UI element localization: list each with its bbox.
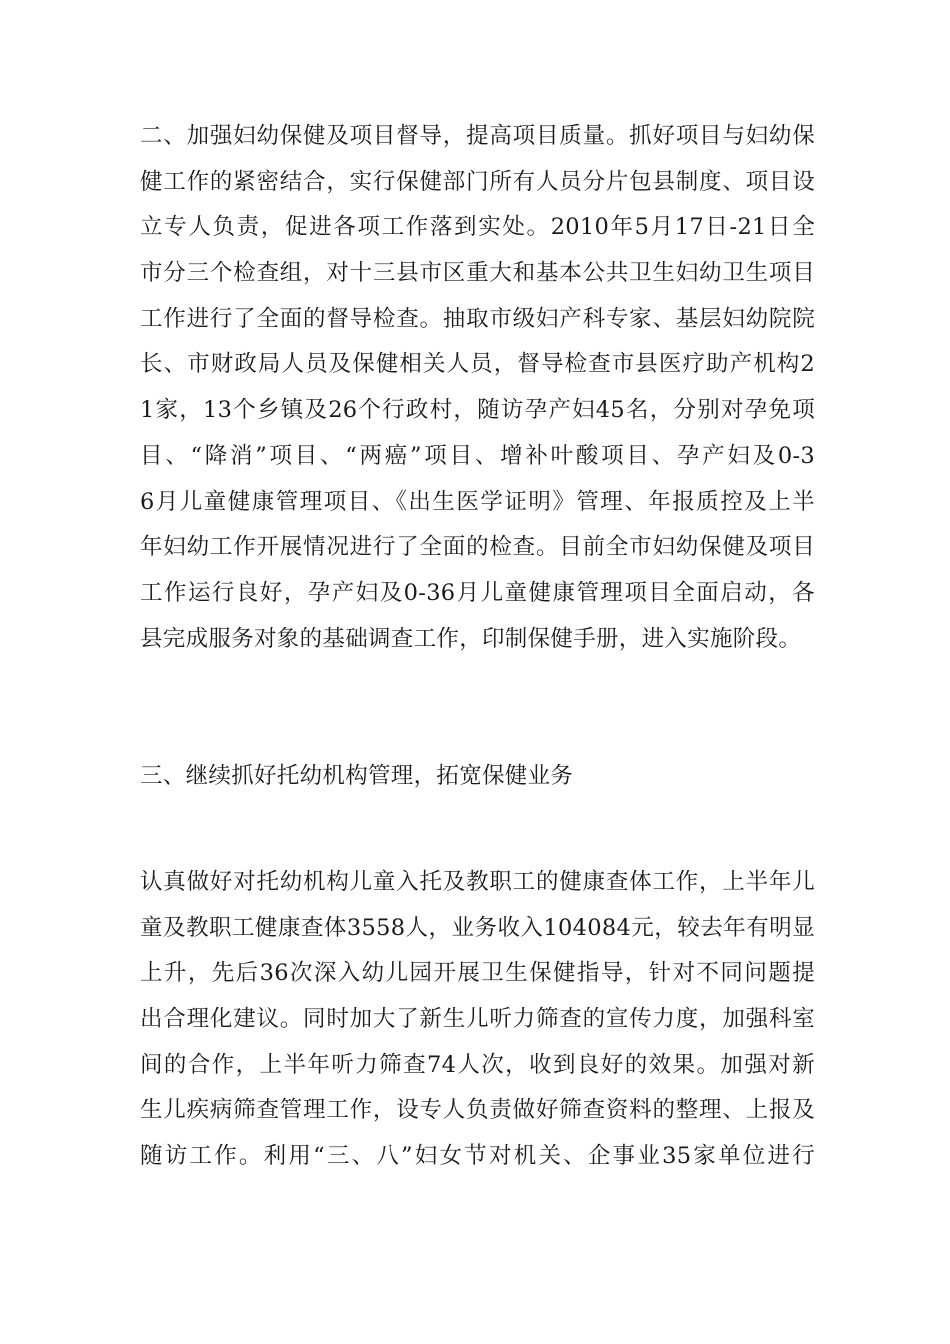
paragraph-line: 童及教职工健康查体3558人，业务收入104084元，较去年有明显 (140, 914, 815, 941)
paragraph-line: 工作进行了全面的督导检查。抽取市级妇产科专家、基层妇幼院院 (140, 305, 815, 332)
paragraph-line: 随访工作。利用“三、八”妇女节对机关、企事业35家单位进行 (140, 1143, 815, 1170)
paragraph-line: 健工作的紧密结合，实行保健部门所有人员分片包县制度、项目设 (140, 168, 815, 195)
paragraph-line: 二、加强妇幼保健及项目督导，提高项目质量。抓好项目与妇幼保 (140, 123, 815, 149)
paragraph-line: 立专人负责，促进各项工作落到实处。2010年5月17日-21日全 (140, 214, 815, 241)
paragraph-line: 出合理化建议。同时加大了新生儿听力筛查的宣传力度，加强科室 (140, 1006, 815, 1033)
paragraph-nursery-management (140, 860, 815, 1180)
paragraph-line: 市分三个检查组，对十三县市区重大和基本公共卫生妇幼卫生项目 (140, 260, 815, 287)
paragraph-project-supervision (140, 114, 815, 662)
paragraph-line: 年妇幼工作开展情况进行了全面的检查。目前全市妇幼保健及项目 (140, 534, 815, 561)
paragraph-line: 目、“降消”项目、“两癌”项目、增补叶酸项目、孕产妇及0-3 (140, 442, 815, 469)
paragraph-line: 县完成服务对象的基础调查工作，印制保健手册，进入实施阶段。 (140, 625, 802, 652)
section-heading-3 (140, 754, 815, 800)
paragraph-line: 上升，先后36次深入幼儿园开展卫生保健指导，针对不同问题提 (140, 960, 815, 987)
paragraph-line: 1家，13个乡镇及26个行政村，随访孕产妇45名，分别对孕免项 (140, 397, 815, 424)
heading-text: 三、继续抓好托幼机构管理，拓宽保健业务 (140, 763, 574, 789)
paragraph-line: 认真做好对托幼机构儿童入托及教职工的健康查体工作，上半年儿 (140, 869, 815, 895)
paragraph-line: 生儿疾病筛查管理工作，设专人负责做好筛查资料的整理、上报及 (140, 1097, 815, 1124)
paragraph-line: 长、市财政局人员及保健相关人员，督导检查市县医疗助产机构2 (140, 351, 815, 378)
paragraph-line: 间的合作，上半年听力筛查74人次，收到良好的效果。加强对新 (140, 1051, 815, 1078)
paragraph-line: 6月儿童健康管理项目、《出生医学证明》管理、年报质控及上半 (140, 488, 815, 515)
paragraph-line: 工作运行良好，孕产妇及0-36月儿童健康管理项目全面启动，各 (140, 579, 815, 606)
